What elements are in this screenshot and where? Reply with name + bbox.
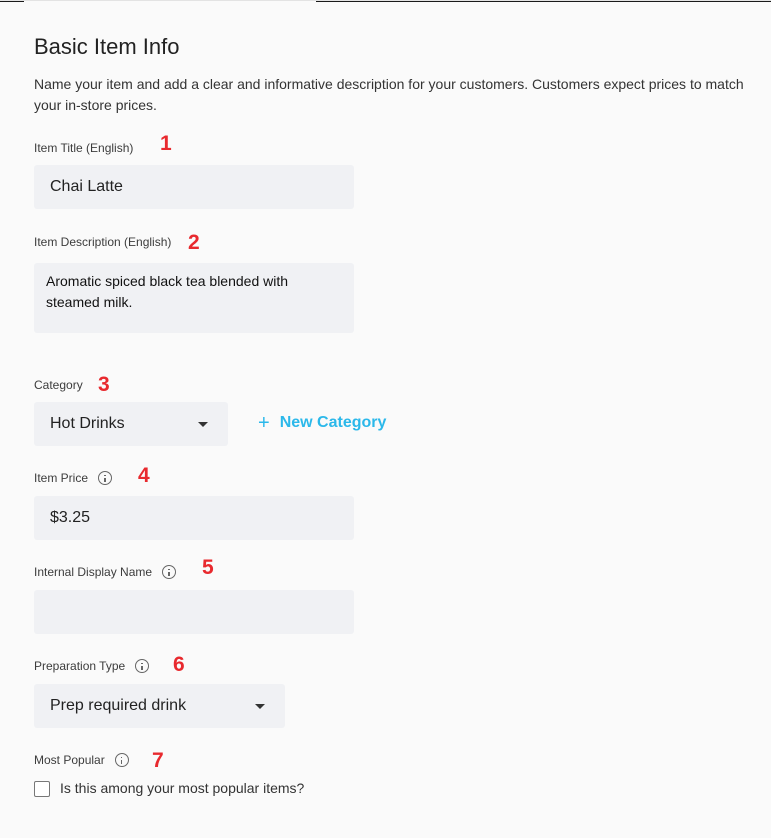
annotation-marker-3: 3 [98, 373, 110, 396]
internal-display-name-input[interactable] [34, 590, 354, 634]
active-tab-gap [24, 1, 316, 3]
most-popular-checkbox-label[interactable]: Is this among your most popular items? [60, 780, 305, 796]
most-popular-label: Most Popular [34, 753, 129, 767]
internal-display-name-label: Internal Display Name [34, 565, 176, 579]
most-popular-checkbox[interactable] [34, 781, 50, 797]
plus-icon: + [258, 412, 270, 434]
section-description: Name your item and add a clear and informative description for your customers. Customers expect prices to match your in-store prices. [34, 76, 744, 113]
category-select[interactable] [34, 402, 228, 446]
info-circle-icon[interactable] [98, 471, 112, 485]
info-circle-icon[interactable] [115, 753, 129, 767]
category-selected-value: Hot Drinks [50, 415, 125, 432]
item-price-input[interactable]: $3.25 [34, 496, 354, 540]
annotation-marker-2: 2 [188, 231, 200, 254]
annotation-marker-7: 7 [152, 749, 164, 772]
caret-down-icon [255, 704, 265, 709]
preparation-type-selected-value: Prep required drink [50, 697, 187, 714]
item-description-label: Item Description (English) [34, 235, 172, 249]
annotation-marker-1: 1 [160, 132, 172, 155]
preparation-type-label: Preparation Type [34, 659, 149, 673]
annotation-marker-6: 6 [173, 653, 185, 676]
info-circle-icon[interactable] [135, 659, 149, 673]
new-category-label: New Category [279, 414, 387, 431]
item-description-textarea[interactable]: Aromatic spiced black tea blended with steamed milk. [34, 263, 354, 333]
preparation-type-select[interactable] [34, 684, 285, 728]
caret-down-icon [198, 422, 208, 427]
new-category-button[interactable] [258, 413, 386, 433]
info-circle-icon[interactable] [162, 565, 176, 579]
annotation-marker-5: 5 [202, 556, 214, 579]
item-price-label: Item Price [34, 471, 112, 485]
section-title: Basic Item Info [34, 34, 180, 59]
annotation-marker-4: 4 [138, 464, 150, 487]
item-title-label: Item Title (English) [34, 141, 134, 155]
category-label: Category [34, 378, 83, 392]
item-title-input[interactable]: Chai Latte [34, 165, 354, 209]
